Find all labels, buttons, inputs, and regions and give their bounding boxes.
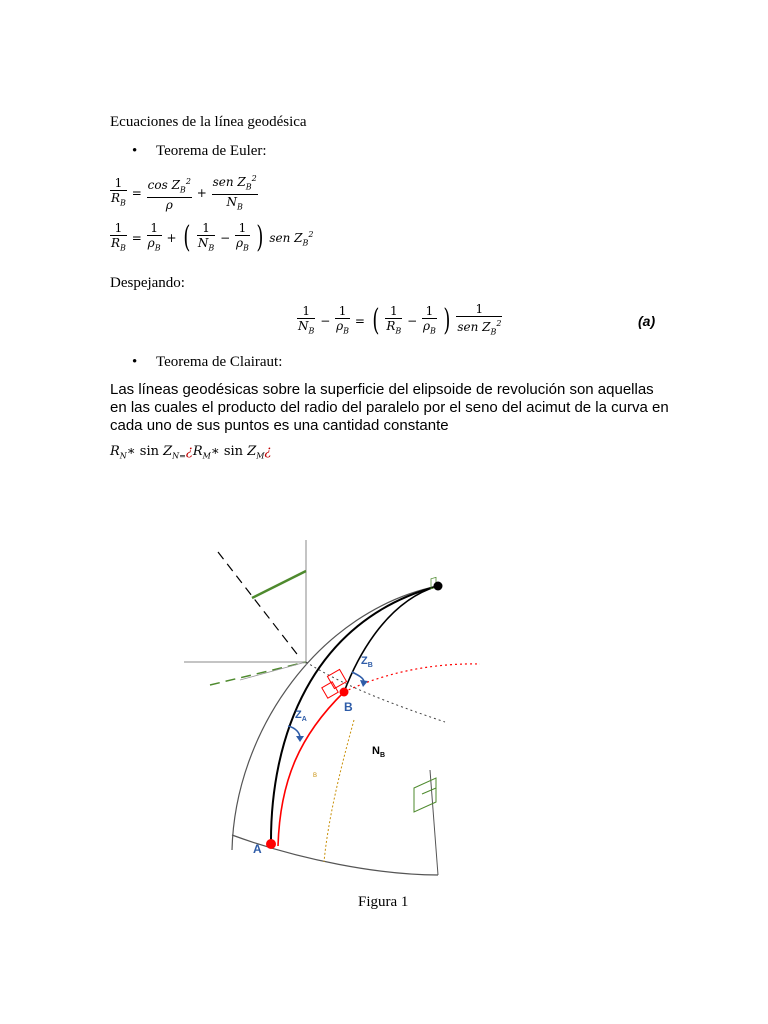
red-square-2 bbox=[322, 682, 338, 698]
eq1-lhs: $\frac{1}{R_B}$ bbox=[111, 176, 126, 208]
label-small-b: B bbox=[313, 773, 318, 779]
bullet-dot: • bbox=[132, 143, 138, 159]
page-title: Ecuaciones de la línea geodésica bbox=[110, 114, 307, 130]
bullet-clairaut-label: Teorema de Clairaut: bbox=[156, 354, 283, 370]
point-b bbox=[340, 688, 349, 697]
point-a bbox=[266, 839, 276, 849]
label-a: A bbox=[253, 842, 262, 856]
bullet-clairaut bbox=[132, 354, 283, 371]
bullet-euler-label: Teorema de Euler: bbox=[156, 143, 267, 159]
equation-a: $\frac{1}{N_B}$ − $\frac{1}{\rho_B}$ = ( $\frac{1}{R_B}$ − $\frac{1}{\rho_B}$ ) $\frac{1}{sen Z_B^2}$ bbox=[298, 302, 502, 338]
arrow-za-head bbox=[296, 736, 304, 742]
bullet-euler bbox=[132, 143, 267, 160]
equation-euler-2: $\frac{1}{R_B}$ = $\frac{1}{\rho_B}$ + ( $\frac{1}{N_B}$ − $\frac{1}{\rho_B}$ ) sen $Z_B^2$ bbox=[111, 220, 314, 256]
label-b: B bbox=[344, 700, 353, 714]
eq2-lhs: $\frac{1}{R_B}$ bbox=[111, 221, 126, 253]
eq3-t2: $\frac{1}{\rho_B}$ bbox=[336, 303, 350, 335]
pole-point bbox=[434, 582, 443, 591]
right-edge bbox=[430, 770, 438, 875]
eq2-first: $\frac{1}{\rho_B}$ bbox=[147, 221, 161, 253]
equation-euler: $\frac{1}{R_B}$ = $\frac{\cos Z_B^2}{\rho}$ + $\frac{sen Z_B^2}{N_B}$ bbox=[110, 172, 258, 215]
eq3-t3: $\frac{1}{R_B}$ bbox=[386, 303, 402, 335]
geodesic-curve bbox=[278, 692, 344, 846]
orange-dotted bbox=[324, 720, 354, 862]
ellipsoid-base bbox=[232, 835, 438, 875]
eq2-inner-b: $\frac{1}{\rho_B}$ bbox=[235, 221, 249, 253]
eq3-t4: $\frac{1}{\rho_B}$ bbox=[422, 303, 436, 335]
eq2-inner-a: $\frac{1}{N_B}$ bbox=[197, 221, 215, 253]
equation-tag: (a) bbox=[638, 313, 656, 329]
parallel-dotted bbox=[306, 662, 445, 722]
ellipsoid-outline bbox=[232, 586, 438, 850]
arrow-zb-head bbox=[360, 680, 368, 687]
dashed-normal bbox=[218, 552, 300, 658]
eq1-term2: $\frac{sen Z_B^2}{N_B}$ bbox=[212, 174, 257, 212]
equation-clairaut: $R_N∗$ $\sin Z_{N=}¿R_M∗$ $\sin Z_M¿$ bbox=[110, 444, 272, 461]
label-zb: $Z_B$ bbox=[361, 655, 373, 669]
eq3-t5: $\frac{1}{sen Z_B^2}$ bbox=[457, 302, 502, 337]
label-nb: $N_B$ bbox=[372, 745, 386, 759]
despejando-label: Despejando: bbox=[110, 275, 185, 291]
figure-caption: Figura 1 bbox=[358, 894, 409, 910]
bullet-dot: • bbox=[132, 354, 138, 370]
parallel-red bbox=[344, 664, 480, 692]
geodesic-figure bbox=[180, 530, 490, 880]
label-za: $Z_A$ bbox=[295, 709, 307, 723]
eq3-t1: $\frac{1}{N_B}$ bbox=[298, 303, 315, 335]
eq1-term1: $\frac{\cos Z_B^2}{\rho}$ bbox=[147, 176, 191, 213]
green-line bbox=[252, 571, 306, 598]
clairaut-paragraph: Las líneas geodésicas sobre la superficie del elipsoide de revolución son aquellas en las cuales el producto del radio del paralelo por el seno del acimut de la curva en cada uno de sus puntos es una cantidad constante bbox=[110, 381, 669, 434]
